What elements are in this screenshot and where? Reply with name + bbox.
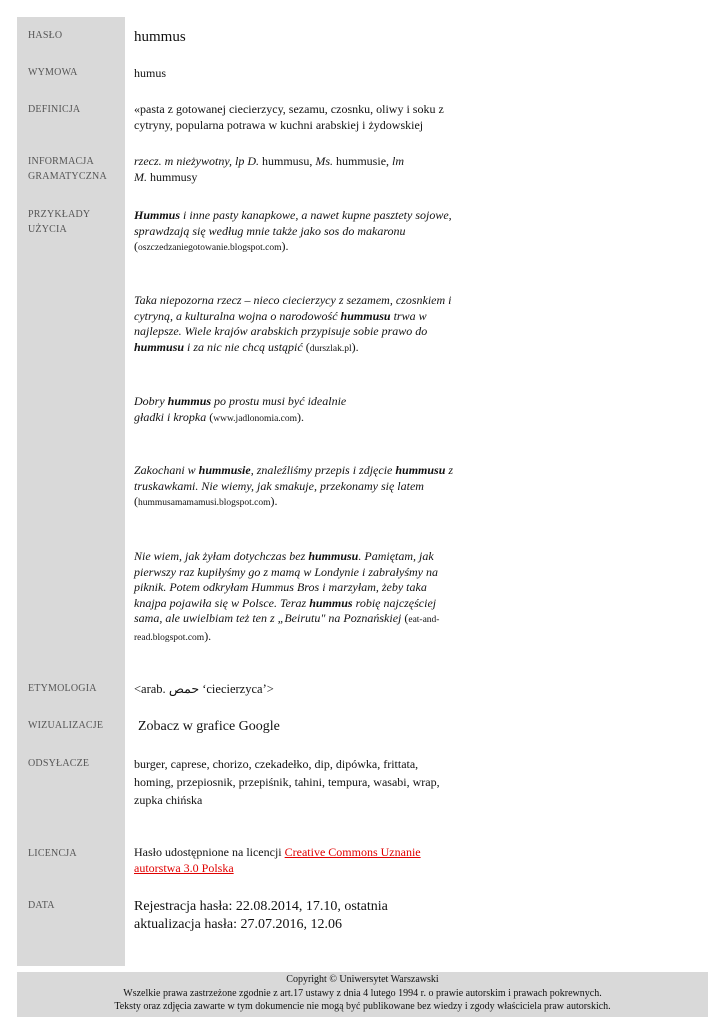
license: Hasło udostępnione na licencji Creative Commons Uznanie autorstwa 3.0 Polska <box>134 845 421 875</box>
example-source: hummusamamamusi.blogspot.com <box>138 498 271 508</box>
definition: «pasta z gotowanej ciecierzycy, sezamu, czosnku, oliwy i soku z cytryny, popularna potrawa w kuchni arabskiej i żydowskiej <box>134 102 444 132</box>
label-definicja: DEFINICJA <box>28 104 81 115</box>
grammar-abbrev: Ms. <box>315 154 334 168</box>
label-informacja-gramatyczna: INFORMACJA GRAMATYCZNA <box>28 156 107 182</box>
cross-references: burger, caprese, chorizo, czekadełko, dip, dipówka, frittata, homing, przepiosnik, przepiśnik, tahini, tempura, wasabi, wrap, zupka chińska <box>134 757 440 807</box>
label-haslo: HASŁO <box>28 30 63 41</box>
example-keyword: hummusu <box>134 339 185 354</box>
usage-example: Taka niepozorna rzecz – nieco ciecierzycy z sezamem, czosnkiem i cytryną, a kulturalna wojna o narodowość hummusu trwa w najlepsze. Wiele krajów arabskich przypisuje sobie prawo do hummusu i za nic nie chcą ustąpić (durszlak.pl). <box>134 293 452 354</box>
label-odsylacze: ODSYŁACZE <box>28 758 90 769</box>
entry-dates: Rejestracja hasła: 22.08.2014, 17.10, ostatnia aktualizacja hasła: 27.07.2016, 12.06 <box>134 899 388 932</box>
example-source: oszczedzaniegotowanie.blogspot.com <box>138 243 282 253</box>
grammar-abbrev: M. <box>134 169 147 184</box>
usage-example: Zakochani w hummusie, znaleźliśmy przepis i zdjęcie hummusu z truskawkami. Nie wiemy, jak smakuje, przekonamy się latem (hummusamamamusi.blogspot.com). <box>134 463 454 508</box>
example-source: www.jadlonomia.com <box>213 413 298 424</box>
grammar-abbrev: lm <box>392 154 405 168</box>
usage-example: Dobry hummus po prostu musi być idealnie gładki i kropka (www.jadlonomia.com). <box>134 394 347 424</box>
label-wymowa: WYMOWA <box>28 67 78 78</box>
label-przyklady-uzycia: PRZYKŁADY UŻYCIA <box>28 209 90 235</box>
usage-example: Nie wiem, jak żyłam dotychczas bez hummusu. Pamiętam, jak pierwszy raz kupiłyśmy go z mamą w Londynie i zabrałyśmy na piknik. Potem odkryłam Hummus Bros i marzyłam, żeby taka knajpa pojawiła się w Polsce. Teraz hummus robię najczęściej sama, ale uwielbiam też ten z „Beirutu" na Poznańskiej (eat-and-read.blogspot.com). <box>134 549 440 643</box>
example-keyword: Hummus <box>134 208 181 222</box>
usage-restriction-line: Teksty oraz zdjęcia zawarte w tym dokumencie nie mogą być publikowane bez wiedzy i zgody właściciela praw autorskich. <box>114 1001 611 1012</box>
label-licencja: LICENCJA <box>28 848 77 859</box>
example-keyword: hummusu <box>395 463 446 477</box>
label-wizualizacje: WIZUALIZACJE <box>28 720 104 731</box>
arabic-word: حمص <box>168 682 200 696</box>
example-source: durszlak.pl <box>309 343 352 354</box>
example-keyword: hummusie <box>198 463 251 477</box>
headword: hummus <box>134 29 186 45</box>
example-source: eat-and-read.blogspot.com <box>134 615 440 643</box>
example-keyword: hummus <box>309 595 353 610</box>
label-etymologia: ETYMOLOGIA <box>28 683 97 694</box>
example-keyword: hummusu <box>308 549 359 563</box>
license-link[interactable]: Creative Commons Uznanie autorstwa 3.0 Polska <box>134 845 421 875</box>
example-keyword: hummus <box>167 394 212 408</box>
pronunciation: humus <box>134 66 167 80</box>
grammar-info <box>134 154 424 185</box>
usage-example: Hummus i inne pasty kanapkowe, a nawet kupne pasztety sojowe, sprawdzają się według mnie także jako sos do makaronu (oszczedzaniegotowanie.blogspot.com). <box>134 208 452 253</box>
grammar-abbrev: rzecz. m nieżywotny, lp D. <box>134 154 259 168</box>
copyright-footer <box>17 972 708 1017</box>
label-data: DATA <box>28 900 55 911</box>
rights-line: Wszelkie prawa zastrzeżone zgodnie z art.17 ustawy z dnia 4 lutego 1994 r. o prawie autorskim i prawach pokrewnych. <box>123 987 602 999</box>
etymology: <arab. حمص ‘ciecierzyca’> <box>134 682 274 696</box>
example-keyword: hummusu <box>340 308 391 323</box>
google-images-link[interactable]: Zobacz w grafice Google <box>138 719 280 734</box>
grammar-form: hummusie, <box>333 154 393 168</box>
grammar-form: hummusy <box>147 169 198 184</box>
copyright-line: Copyright © Uniwersytet Warszawski <box>286 974 439 985</box>
grammar-form: hummusu, <box>259 154 316 168</box>
